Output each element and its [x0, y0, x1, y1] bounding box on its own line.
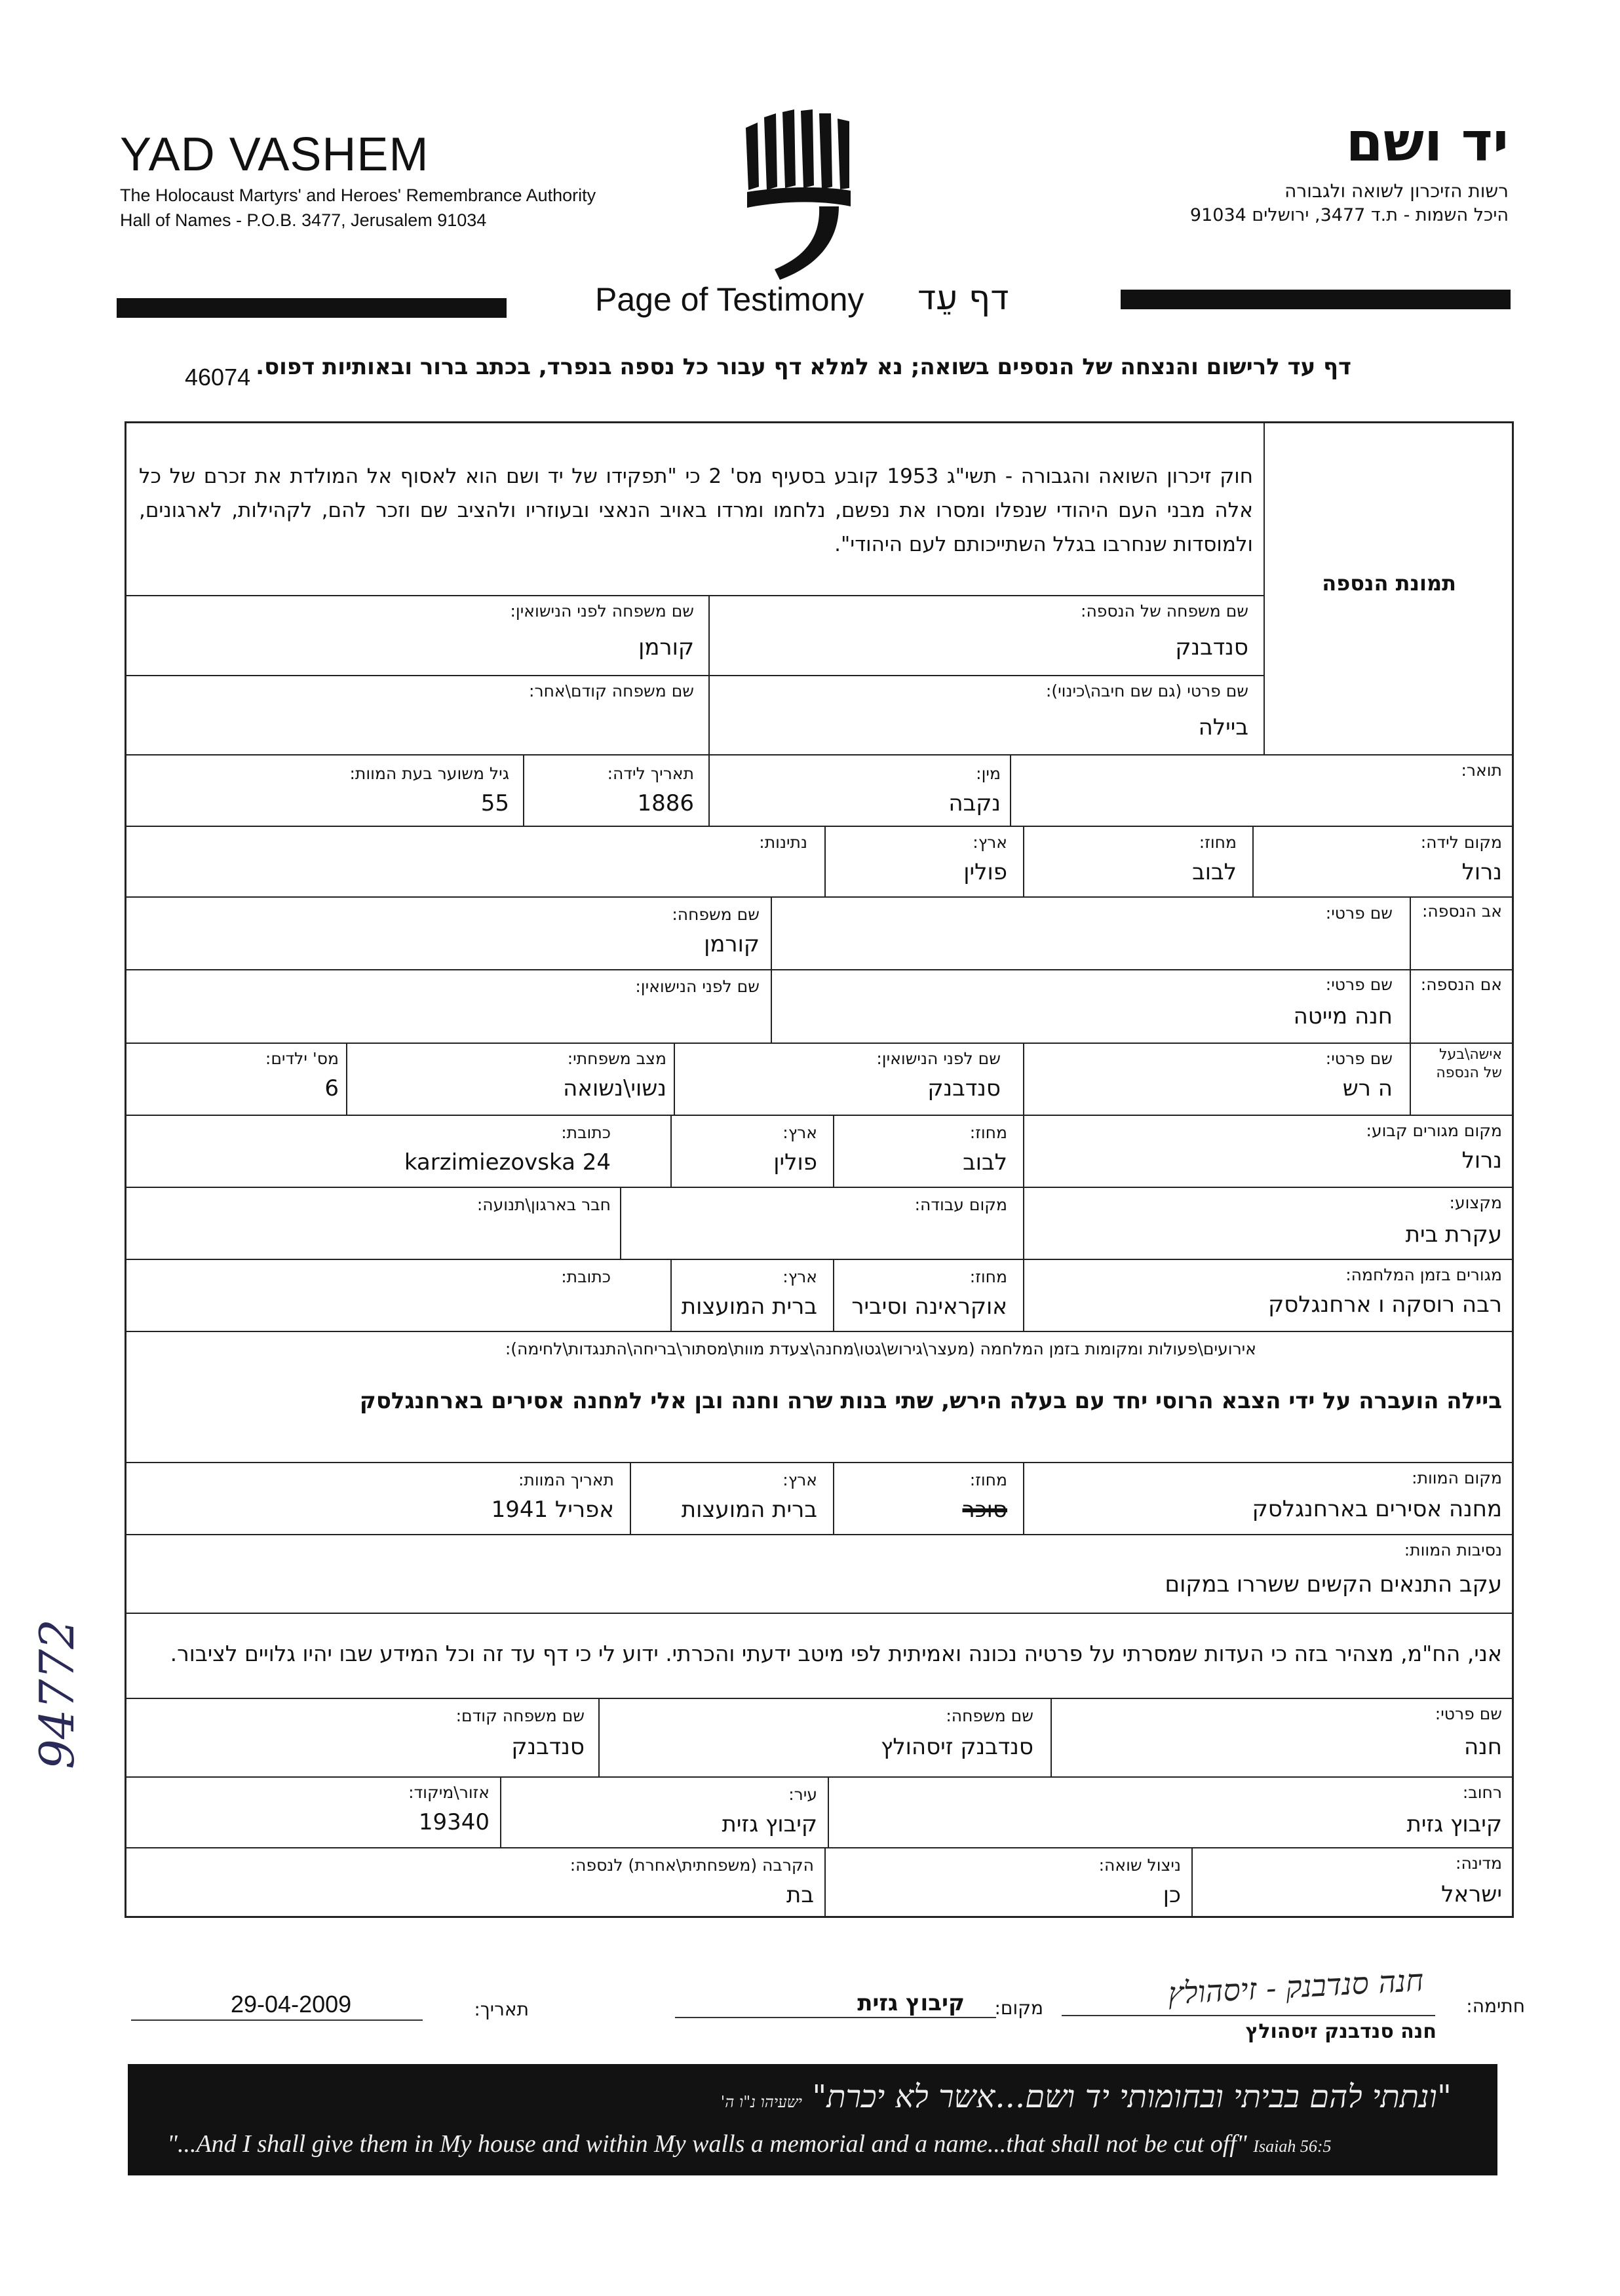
spouse-row-label-line-2: של הנספה	[1436, 1065, 1502, 1081]
survivor-value: כן	[1163, 1882, 1181, 1908]
row-divider	[126, 1259, 1512, 1260]
col-divider	[523, 754, 524, 826]
footer-quote-banner	[128, 2064, 1497, 2175]
submitter-prev-surname: סנדבנק	[511, 1734, 585, 1760]
row-divider	[126, 1043, 1512, 1044]
row-divider	[126, 754, 1512, 756]
children-count-label: מס' ילדים :	[265, 1049, 339, 1068]
header-bar-left	[117, 298, 507, 318]
death-district: סוכר	[962, 1497, 1007, 1523]
row-divider	[126, 1698, 1512, 1699]
col-divider	[1023, 1043, 1024, 1115]
victim-title-label: תואר :	[1461, 761, 1502, 780]
victim-gender-label: מין :	[976, 764, 1001, 783]
victim-age: 55	[480, 790, 509, 816]
col-divider	[598, 1698, 600, 1776]
place-line	[675, 2017, 996, 2018]
law-text: חוק זיכרון השואה והגבורה - תשי"ג 1953 קובע בסעיף מס' 2 כי "תפקידו של יד ושם הוא לאסוף אל המולדת את זכרם של כל אלה מבני העם היהודי שנפלו ומסרו את נפשם, נלחמו ומרדו באויב הנאצי ובעוזריו ולהציב שם וזכר להם, לקהילות, לארגונים, ולמוסדות שנחרבו בגלל השתייכותם לעם היהודי".	[139, 465, 1253, 556]
footer-quote-he	[721, 2078, 1452, 2115]
row-divider	[126, 826, 1512, 827]
footer-quote-en-text: "...And I shall give them in My house and within My walls a memorial and a name...that shall not be cut off"	[167, 2130, 1247, 2158]
testimony-form	[125, 421, 1514, 1918]
birth-district-label: מחוז :	[1199, 833, 1237, 852]
mother-first-label: שם פרטי :	[1326, 975, 1393, 994]
victim-maiden-label: שם משפחה לפני הנישואין :	[510, 602, 694, 621]
relation-value: בת	[786, 1882, 814, 1908]
death-country: ברית המועצות	[681, 1497, 817, 1523]
mother-row-label: אם הנספה :	[1421, 975, 1502, 994]
org-address-en: Hall of Names - P.O.B. 3477, Jerusalem 91034	[120, 210, 487, 230]
col-divider	[1252, 826, 1254, 896]
page-title-en: Page of Testimony	[595, 281, 864, 318]
col-divider	[630, 1462, 631, 1534]
birth-country: פולין	[963, 859, 1007, 885]
signature-date-label-text: תאריך	[480, 1999, 529, 2020]
submitter-surname-label: שם משפחה :	[946, 1706, 1033, 1725]
margin-handwritten-number: 94772	[29, 1618, 85, 1769]
signature-label-text: חתימה	[1472, 1995, 1525, 2017]
profession-label: מקצוע :	[1450, 1193, 1502, 1212]
children-count: 6	[324, 1075, 339, 1101]
death-place-label: מקום המוות :	[1412, 1468, 1502, 1487]
col-divider	[771, 896, 772, 1043]
birth-district: לבוב	[1192, 859, 1237, 885]
nationality-label: נתינות :	[759, 833, 807, 852]
col-divider	[833, 1259, 834, 1331]
col-divider	[1010, 754, 1011, 826]
submitter-city: קיבוץ גזית	[722, 1811, 817, 1837]
spouse-maiden: סנדבנק	[927, 1075, 1001, 1101]
wartime-address-label: כתובת :	[561, 1267, 611, 1286]
signature-date-label: תאריך:	[474, 1999, 529, 2020]
birthplace-label: מקום לידה :	[1421, 833, 1502, 852]
victim-prev-surname-label: שם משפחה קודם\אחר :	[529, 681, 694, 700]
survivor-label: ניצול שואה :	[1099, 1856, 1181, 1875]
workplace-label: מקום עבודה :	[915, 1195, 1007, 1214]
footer-ref-he: ישעיהו נ"ו ה'	[720, 2093, 802, 2111]
col-divider	[833, 1115, 834, 1187]
death-date: אפריל 1941	[491, 1497, 614, 1523]
wartime-events-label: אירועים\פעולות ומקומות בזמן המלחמה (מעצר\גירוש\גטו\מחנה\צעדת מוות\מסתור\בריחה\התנגדות\לחימה) :	[505, 1339, 1256, 1358]
victim-age-label: גיל משוער בעת המוות :	[349, 764, 509, 783]
col-divider	[346, 1043, 347, 1115]
signature-place-label-text: מקום	[1000, 1997, 1043, 2019]
submitter-surname: סנדבנק זיסהולץ	[880, 1734, 1033, 1760]
residence-address: karzimiezovska 24	[404, 1149, 611, 1176]
victim-maiden: קורמן	[638, 634, 694, 660]
signature-line	[1062, 2015, 1435, 2016]
signature-printed-name: חנה סנדבנק זיסהולץ	[1245, 2020, 1437, 2043]
signature-date: 29-04-2009	[231, 1991, 352, 2018]
row-divider	[126, 595, 1263, 596]
father-row-label: אב הנספה :	[1422, 902, 1502, 921]
col-divider	[833, 1462, 834, 1534]
header-bar-right	[1121, 290, 1511, 309]
col-divider	[1410, 896, 1411, 1115]
wartime-country: ברית המועצות	[681, 1293, 817, 1320]
submitter-first: חנה	[1463, 1734, 1502, 1760]
submitter-street: קיבוץ גזית	[1406, 1811, 1502, 1837]
victim-surname: סנדבנק	[1175, 634, 1248, 660]
submitter-country: ישראל	[1441, 1881, 1502, 1907]
row-divider	[126, 1115, 1512, 1116]
row-divider	[126, 1776, 1512, 1778]
victim-gender: נקבה	[948, 790, 1001, 816]
row-divider	[126, 1462, 1512, 1463]
org-name-en: YAD VASHEM	[120, 128, 429, 181]
death-cause: עקב התנאים הקשים ששררו במקום	[1165, 1571, 1502, 1598]
birthplace: נרול	[1461, 859, 1502, 885]
org-subtitle-en-1: The Holocaust Martyrs' and Heroes' Remembrance Authority	[120, 185, 596, 205]
org-subtitle-he-1: רשות הזיכרון לשואה ולגבורה	[1284, 180, 1509, 202]
residence-district-label: מחוז :	[970, 1123, 1007, 1142]
col-divider	[708, 754, 710, 826]
submitter-city-label: עיר :	[788, 1785, 817, 1804]
father-first-label: שם פרטי :	[1326, 904, 1393, 923]
instruction-text: דף עד לרישום והנצחה של הנספים בשואה; נא למלא דף עבור כל נספה בנפרד, בכתב ברור ובאותיות דפוס.	[256, 354, 1351, 380]
death-place: מחנה אסירים בארחנגלסק	[1252, 1496, 1502, 1522]
residence-place: נרול	[1461, 1147, 1502, 1174]
marital-status-label: מצב משפחתי :	[568, 1049, 666, 1068]
row-divider	[126, 1331, 1512, 1332]
col-divider	[824, 1847, 826, 1918]
row-divider	[126, 1187, 1512, 1188]
signature-place-label: מקום:	[994, 1997, 1043, 2019]
birth-country-label: ארץ :	[973, 833, 1007, 852]
relation-label: הקרבה (משפחתית\אחרת) לנספה :	[570, 1856, 814, 1875]
spouse-first-label: שם פרטי :	[1326, 1049, 1393, 1068]
organization-label: חבר בארגון\תנועה :	[477, 1195, 611, 1214]
residence-label: מקום מגורים קבוע :	[1366, 1121, 1503, 1140]
footer-ref-en: Isaiah 56:5	[1253, 2137, 1332, 2156]
col-divider	[674, 1043, 675, 1115]
declaration-text: אני, הח"מ, מצהיר בזה כי העדות שמסרתי על פרטיה נכונה ואמיתית לפי מיטב ידעתי והכרתי. ידוע לי כי דף עד זה וכל המידע שבו יהיו גלויים לציבור.	[170, 1641, 1502, 1666]
photo-label: תמונת הנספה	[1322, 571, 1456, 596]
org-name-he: יד ושם	[1345, 111, 1509, 174]
residence-country: פולין	[773, 1149, 817, 1176]
spouse-maiden-label: שם לפני הנישואין :	[876, 1049, 1001, 1068]
form-number: 46074	[185, 364, 251, 391]
row-divider	[126, 1613, 1512, 1614]
photo-column-divider	[1263, 423, 1265, 754]
col-divider	[1051, 1698, 1052, 1776]
victim-first: ביילה	[1198, 714, 1248, 740]
death-cause-label: נסיבות המוות :	[1404, 1540, 1502, 1559]
wartime-residence-label: מגורים בזמן המלחמה :	[1345, 1265, 1502, 1284]
signature-place: קיבוץ גזית	[857, 1990, 965, 2016]
submitter-street-label: רחוב :	[1463, 1783, 1502, 1802]
victim-birthdate-label: תאריך לידה :	[608, 764, 694, 783]
row-divider	[126, 896, 1512, 898]
col-divider	[1023, 1187, 1024, 1259]
spouse-first: ה רש	[1342, 1075, 1393, 1101]
handwritten-signature: חנה סנדבנק - זיסהולץ	[1167, 1962, 1425, 2012]
mother-first: חנה מייטה	[1293, 1003, 1393, 1029]
profession: עקרת בית	[1405, 1221, 1502, 1248]
wartime-district-label: מחוז :	[970, 1267, 1007, 1286]
col-divider	[620, 1187, 621, 1259]
col-divider	[1023, 826, 1024, 896]
residence-country-label: ארץ :	[782, 1123, 817, 1142]
submitter-zip: 19340	[418, 1809, 490, 1835]
col-divider	[708, 595, 710, 754]
death-country-label: ארץ :	[782, 1470, 817, 1489]
residence-district: לבוב	[963, 1149, 1007, 1176]
wartime-district: אוקראינה וסיביר	[851, 1293, 1007, 1320]
father-surname: קורמן	[704, 931, 760, 957]
org-address-he: היכל השמות - ת.ד 3477, ירושלים 91034	[1189, 205, 1509, 225]
col-divider	[1023, 1115, 1024, 1187]
wartime-residence: רבה רוסקה ו ארחנגלסק	[1268, 1292, 1502, 1318]
col-divider	[1023, 1259, 1024, 1331]
spouse-row-label-line-1: אישה\בעל	[1439, 1046, 1502, 1063]
col-divider	[670, 1115, 672, 1187]
mother-maiden-label: שם לפני הנישואין :	[635, 977, 760, 996]
col-divider	[670, 1259, 672, 1331]
submitter-zip-label: אזור\מיקוד :	[408, 1783, 490, 1802]
col-divider	[828, 1776, 829, 1847]
spouse-row-label	[1436, 1046, 1502, 1082]
col-divider	[500, 1776, 501, 1847]
victim-surname-label: שם משפחה של הנספה :	[1081, 602, 1248, 621]
wartime-events: ביילה הועברה על ידי הצבא הרוסי יחד עם בעלה הירש, שתי בנות שרה וחנה ובן אלי למחנה אסירים בארחנגלסק	[359, 1388, 1502, 1414]
death-district-label: מחוז :	[970, 1470, 1007, 1489]
submitter-first-label: שם פרטי :	[1435, 1704, 1502, 1723]
victim-first-label: שם פרטי (גם שם חיבה\כינוי) :	[1046, 681, 1248, 700]
wartime-country-label: ארץ :	[782, 1267, 817, 1286]
row-divider	[126, 969, 1512, 970]
submitter-country-label: מדינה :	[1456, 1854, 1502, 1873]
row-divider	[126, 1847, 1512, 1848]
victim-birthdate: 1886	[637, 790, 694, 816]
submitter-prev-surname-label: שם משפחה קודם :	[456, 1706, 585, 1725]
page-title-he: דף עֵד	[917, 278, 1009, 318]
yad-vashem-logo-icon	[741, 108, 855, 282]
footer-quote-he-text: "ונתתי להם בביתי ובחומותי יד ושם...אשר לא יכרת"	[812, 2078, 1452, 2115]
residence-address-label: כתובת :	[561, 1123, 611, 1142]
marital-status: נשוי\נשואה	[563, 1075, 666, 1101]
row-divider	[126, 1534, 1512, 1535]
col-divider	[1023, 1462, 1024, 1534]
footer-quote-en	[167, 2130, 1331, 2158]
signature-label: חתימה:	[1466, 1995, 1525, 2017]
col-divider	[824, 826, 826, 896]
date-line	[131, 2019, 423, 2021]
col-divider	[1191, 1847, 1193, 1918]
row-divider	[126, 675, 1263, 676]
death-date-label: תאריך המוות :	[518, 1470, 614, 1489]
father-surname-label: שם משפחה :	[672, 905, 760, 924]
